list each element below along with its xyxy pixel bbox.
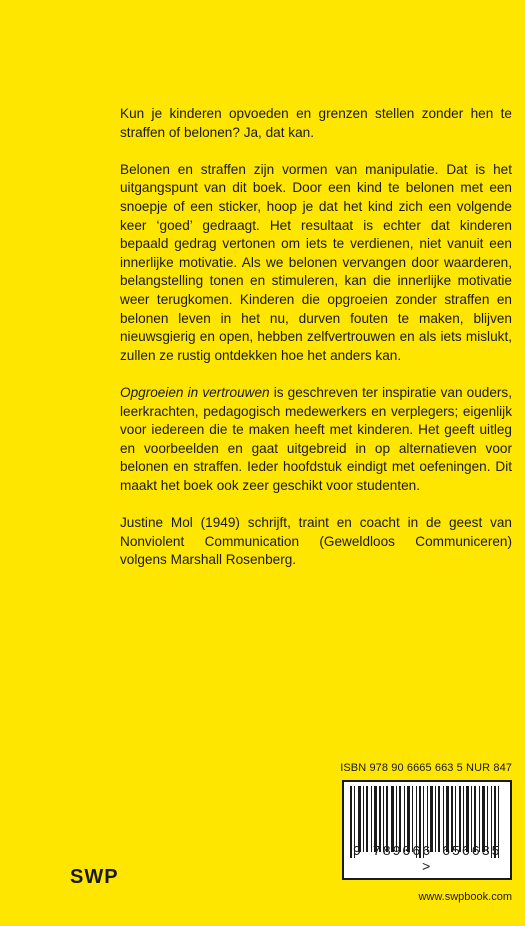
isbn-line: ISBN 978 90 6665 663 5 NUR 847 (340, 762, 512, 774)
book-purpose-text: is geschreven ter inspiratie van ouders, leerkrachten, pedagogisch medewerkers en verplegers; eigenlijk voor iedereen die te maken heeft met kinderen. Het geeft uitleg en voorbeelden en gaat uitgebreid in op alternatieven voor belonen en straffen. Ieder hoofdstuk eindigt met oefeningen. Dit maakt het boek ook zeer geschikt voor studenten. (120, 384, 512, 493)
back-cover-text (120, 105, 512, 588)
author-bio-paragraph: Justine Mol (1949) schrijft, traint en coacht in de geest van Nonviolent Communication (Geweldloos Communiceren) volgens Marshall Rosenberg. (120, 515, 512, 568)
barcode-number: 9 789066 656635 > (352, 844, 502, 876)
book-title: Opgroeien in vertrouwen (120, 384, 270, 400)
publisher-logo: SWP (70, 866, 119, 888)
website-url[interactable]: www.swpbook.com (418, 891, 512, 903)
book-purpose-paragraph (120, 384, 512, 496)
intro-paragraph: Kun je kinderen opvoeden en grenzen stellen zonder hen te straffen of belonen? Ja, dat kan. (120, 106, 512, 140)
description-paragraph: Belonen en straffen zijn vormen van manipulatie. Dat is het uitgangspunt van dit boek. Door een kind te belonen met een snoepje of een sticker, hoop je dat het kind zich een volgende keer ‘goed’ gedraagt. Het resultaat is echter dat kinderen bepaald gedrag vertonen om iets te verdienen, niet vanuit een innerlijke motivatie. Als we belonen vervangen door waarderen, belangstelling tonen en stimuleren, kan die innerlijke motivatie weer terugkomen. Kinderen die opgroeien zonder straffen en belonen leven in het nu, durven fouten te maken, blijven nieuwsgierig en open, hebben zelfvertrouwen en als iets mislukt, zullen ze rustig ontdekken hoe het anders kan. (120, 161, 512, 363)
barcode (342, 780, 512, 880)
